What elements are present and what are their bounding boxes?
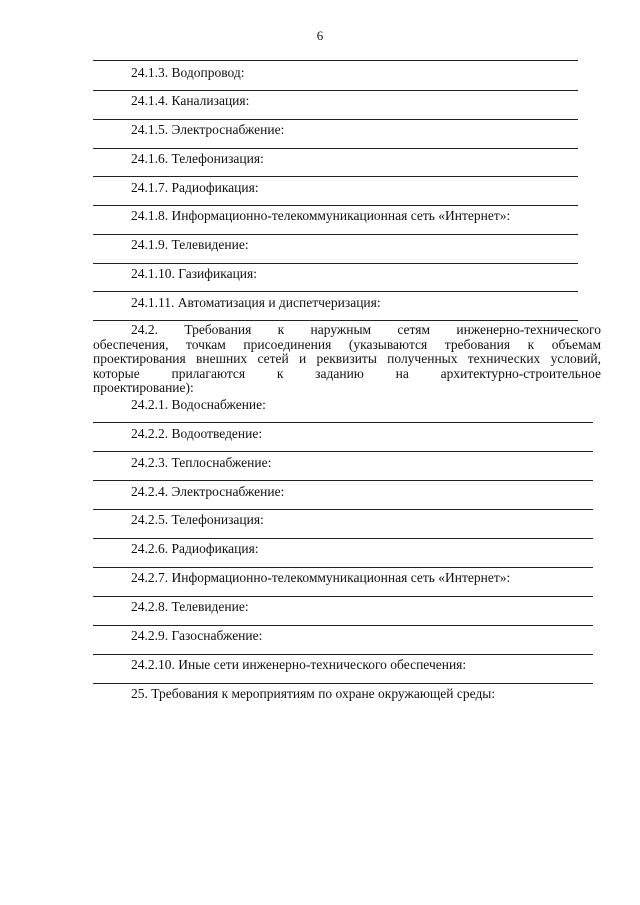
form-field-label: 24.2.6. Радиофикация: (131, 541, 259, 556)
heading-line: 24.2. Требования к наружным сетям инженерно-технического (131, 322, 601, 337)
form-field-label: 24.1.7. Радиофикация: (131, 180, 259, 195)
form-field-label: 24.1.6. Телефонизация: (131, 151, 264, 166)
heading-line: проектирования внешних сетей и реквизиты полученных технических условий, (93, 351, 601, 366)
form-field-label: 24.2.4. Электроснабжение: (131, 484, 285, 499)
blank-line (93, 291, 578, 292)
form-field-label: 24.1.9. Телевидение: (131, 237, 249, 252)
form-field-label: 24.1.10. Газификация: (131, 266, 257, 281)
blank-line (93, 422, 593, 423)
blank-line (93, 176, 578, 177)
form-field-label: 24.2.3. Теплоснабжение: (131, 455, 272, 470)
blank-line (93, 90, 578, 91)
form-field-label: 24.2.8. Телевидение: (131, 599, 249, 614)
blank-line (93, 234, 578, 235)
blank-line (93, 538, 593, 539)
form-field-label: 24.1.3. Водопровод: (131, 65, 245, 80)
blank-line (93, 509, 593, 510)
blank-line (93, 480, 593, 481)
form-field-label: 24.1.5. Электроснабжение: (131, 122, 285, 137)
blank-line (93, 148, 578, 149)
blank-line (93, 320, 578, 321)
blank-line (93, 60, 578, 61)
blank-line (93, 625, 593, 626)
form-field-label: 24.2.2. Водоотведение: (131, 426, 263, 441)
form-field-label: 24.2.7. Информационно-телекоммуникационная сеть «Интернет»: (131, 570, 511, 585)
form-field-label: 24.2.10. Иные сети инженерно-технического обеспечения: (131, 657, 467, 672)
blank-line (93, 263, 578, 264)
blank-line (93, 596, 593, 597)
form-field-label: 24.1.8. Информационно-телекоммуникационная сеть «Интернет»: (131, 208, 511, 223)
blank-line (93, 451, 593, 452)
blank-line (93, 119, 578, 120)
blank-line (93, 654, 593, 655)
section-heading-25: 25. Требования к мероприятиям по охране окружающей среды: (131, 686, 496, 701)
form-field-label: 24.2.9. Газоснабжение: (131, 628, 263, 643)
form-field-label: 24.2.1. Водоснабжение: (131, 397, 266, 412)
blank-line (93, 567, 593, 568)
heading-line: проектирование): (93, 380, 194, 395)
heading-line: которые прилагаются к заданию на архитектурно-строительное (93, 365, 601, 381)
blank-line (93, 205, 578, 206)
blank-line (93, 683, 593, 684)
page-number: 6 (316, 28, 324, 43)
form-field-label: 24.2.5. Телефонизация: (131, 512, 264, 527)
form-field-label: 24.1.11. Автоматизация и диспетчеризация: (131, 295, 381, 310)
heading-line: обеспечения, точкам присоединения (указываются требования к объемам (93, 336, 601, 352)
section-heading-24-2 (93, 323, 601, 396)
form-field-label: 24.1.4. Канализация: (131, 93, 250, 108)
